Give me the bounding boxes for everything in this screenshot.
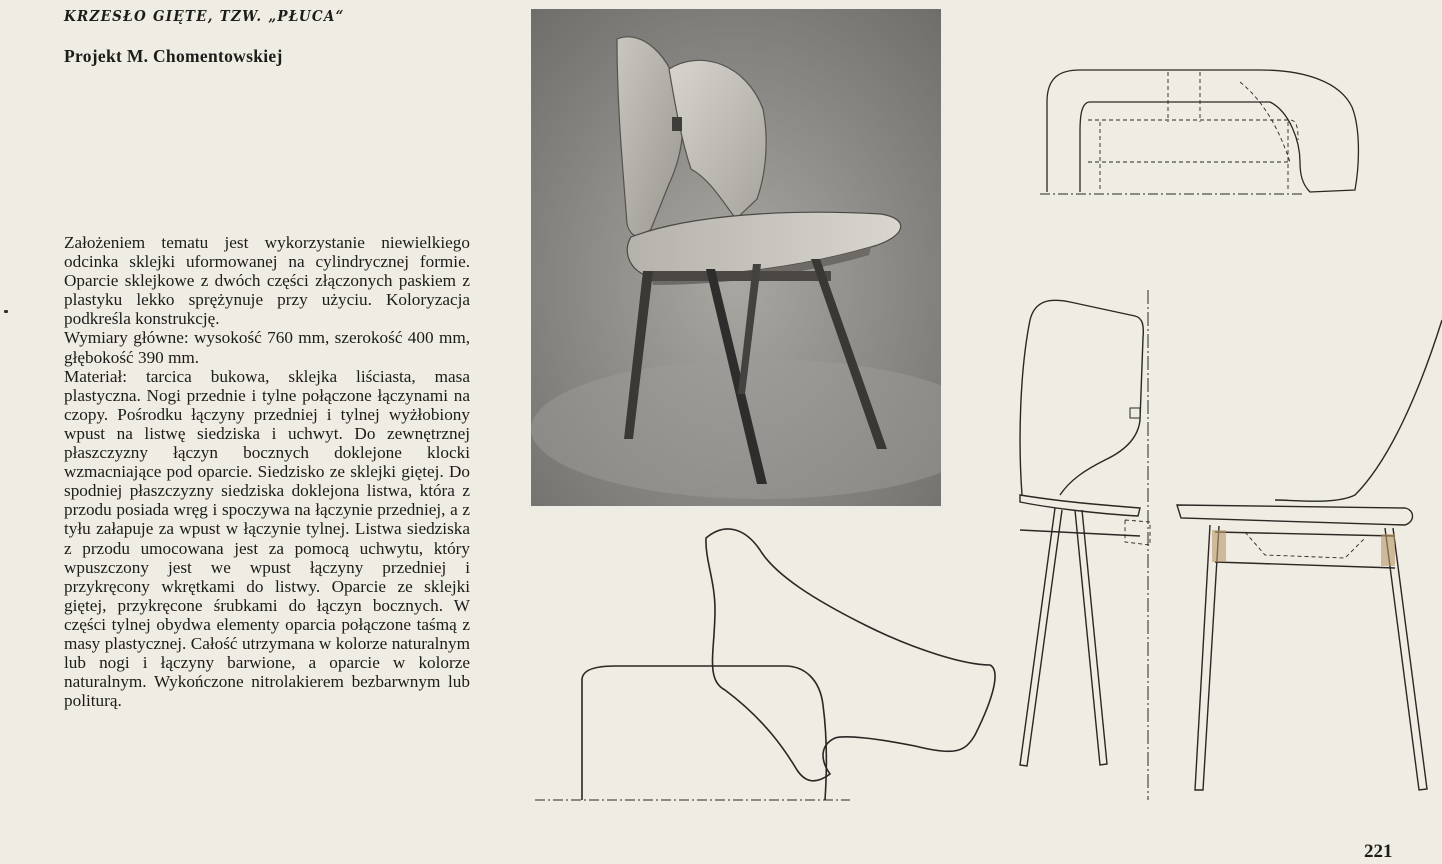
page-number: 221 [1364, 841, 1393, 862]
top-plan-drawing [1040, 62, 1365, 202]
paragraph-materials: Materiał: tarcica bukowa, sklejka liściasta, masa plastyczna. Nogi przednie i tylne połączone łączynami na czopy. Pośrodku łączyny przedniej i tylnej wyżłobiony wpust na listwę siedziska i uchwyt. Do zewnętrznej płaszczyzny łączyn bocznych doklejone klocki wzmacniające pod oparcie. Siedzisko ze sklejki giętej. Do spodniej płaszczyzny siedziska doklejona listwa, która z przodu posiada wręg i spoczywa na łączynie przedniej, a z tyłu załapuje za wpust w łączynie tylnej. Listwa siedziska z przodu umocowana jest za pomocą uchwytu, który wpuszczony jest we wpust łączyny przedniej i przykręcony wkrętkami do listwy. Oparcie ze sklejki giętej, przykręcone śrubkami do łączyn bocznych. W części tylnej obydwa elementy oparcia połączone taśmą z masy plastycznej. Całość utrzymana w kolorze naturalnym lub nogi i łączyny barwione, a oparcie w kolorze naturalnym. Wykończone nitrolakierem bezbarwnym lub politurą. [64, 366, 470, 711]
chair-photograph [531, 9, 941, 506]
article-body [64, 233, 470, 710]
scan-speck [4, 310, 8, 313]
side-elevation-drawing [1010, 290, 1160, 800]
article-subtitle: Projekt M. Chomentowskiej [64, 46, 283, 66]
paragraph-dimensions: Wymiary główne: wysokość 760 mm, szerokość 400 mm, głębokość 390 mm. [64, 328, 470, 367]
back-panel-outline-drawing [535, 520, 1005, 810]
front-elevation-drawing [1175, 300, 1442, 800]
paragraph-intro: Założeniem tematu jest wykorzystanie niewielkiego odcinka sklejki uformowanej na cylindrycznej formie. Oparcie sklejkowe z dwóch części złączonych paskiem z plastyku lekko sprężynuje przy użyciu. Koloryzacja podkreśla konstrukcję. [64, 233, 470, 329]
article-title: KRZESŁO GIĘTE, TZW. „PŁUCA“ [64, 7, 345, 25]
